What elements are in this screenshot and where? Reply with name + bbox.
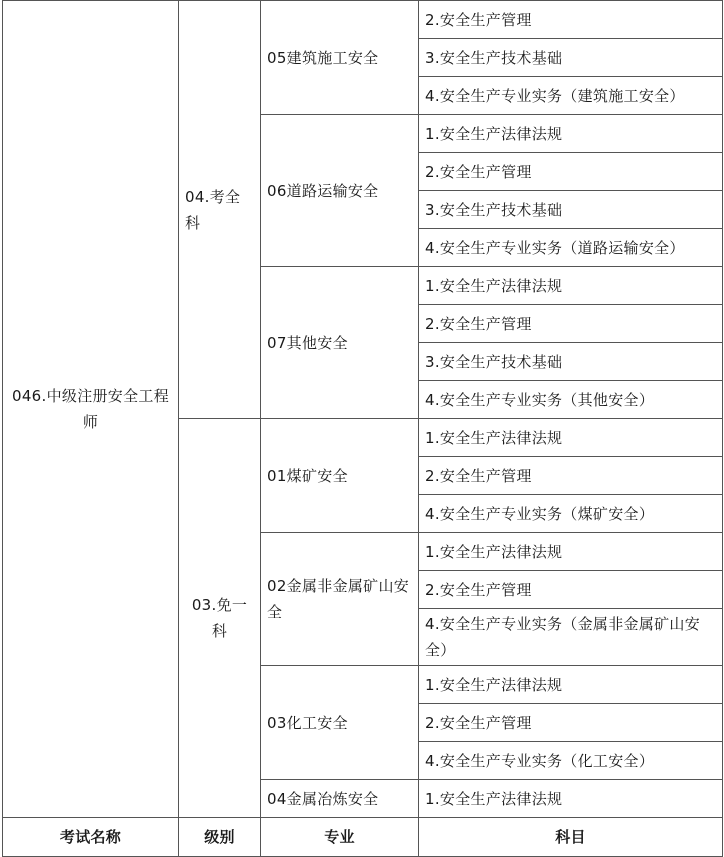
subject-cell: 3.安全生产技术基础 [419,39,723,77]
exam-name-cell: 046.中级注册安全工程师 [3,1,179,818]
major-cell: 03化工安全 [261,666,419,780]
subject-cell: 2.安全生产管理 [419,457,723,495]
major-cell: 01煤矿安全 [261,419,419,533]
header-exam-name: 考试名称 [3,818,179,857]
subject-cell: 1.安全生产法律法规 [419,115,723,153]
subject-cell: 4.安全生产专业实务（化工安全） [419,742,723,780]
major-cell: 05建筑施工安全 [261,1,419,115]
major-cell: 07其他安全 [261,267,419,419]
subject-cell: 2.安全生产管理 [419,305,723,343]
header-subject: 科目 [419,818,723,857]
subject-cell: 2.安全生产管理 [419,1,723,39]
level-all-subjects-cell: 04.考全科 [179,1,261,419]
header-major: 专业 [261,818,419,857]
subject-cell: 4.安全生产专业实务（其他安全） [419,381,723,419]
table-row [3,1,723,39]
subject-cell: 1.安全生产法律法规 [419,533,723,571]
header-level: 级别 [179,818,261,857]
subject-cell: 2.安全生产管理 [419,153,723,191]
subject-cell: 1.安全生产法律法规 [419,419,723,457]
subject-cell: 3.安全生产技术基础 [419,191,723,229]
major-cell: 06道路运输安全 [261,115,419,267]
subject-cell: 4.安全生产专业实务（道路运输安全） [419,229,723,267]
major-cell: 02金属非金属矿山安全 [261,533,419,666]
level-exempt-one-cell: 03.免一科 [179,419,261,818]
subject-cell: 4.安全生产专业实务（金属非金属矿山安全） [419,609,723,666]
table-header-row [3,818,723,857]
exam-subject-table [2,0,723,857]
subject-cell: 1.安全生产法律法规 [419,666,723,704]
subject-cell: 4.安全生产专业实务（建筑施工安全） [419,77,723,115]
subject-cell: 4.安全生产专业实务（煤矿安全） [419,495,723,533]
major-cell: 04金属冶炼安全 [261,780,419,818]
subject-cell: 1.安全生产法律法规 [419,267,723,305]
subject-cell: 1.安全生产法律法规 [419,780,723,818]
subject-cell: 3.安全生产技术基础 [419,343,723,381]
subject-cell: 2.安全生产管理 [419,571,723,609]
subject-cell: 2.安全生产管理 [419,704,723,742]
